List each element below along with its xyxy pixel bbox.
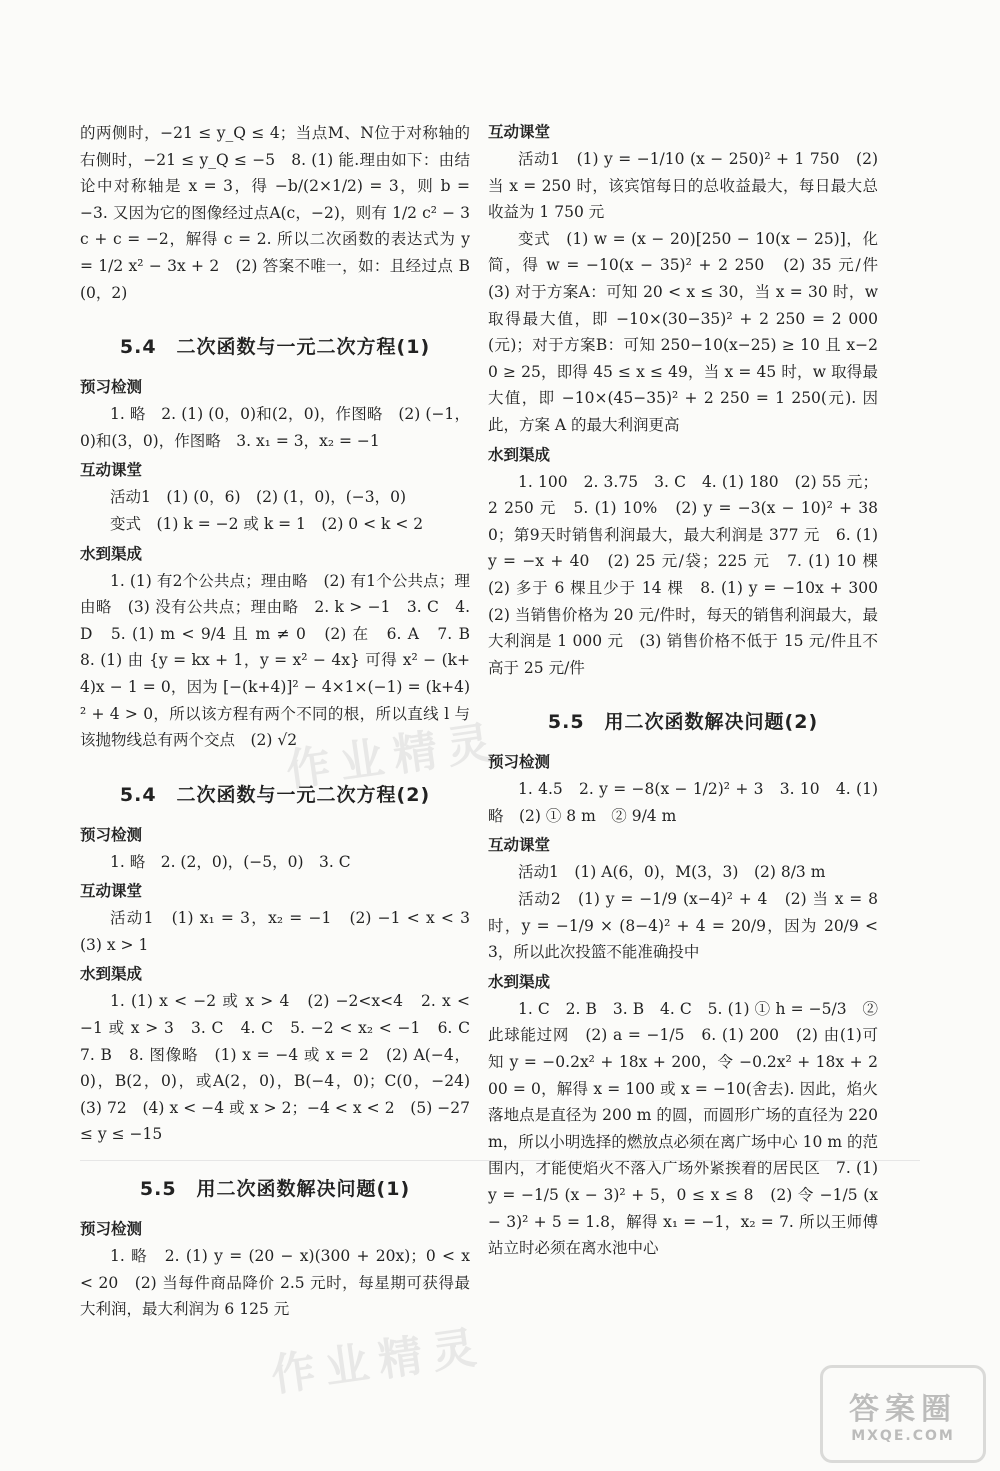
answer-paragraph: 变式 (1) k = −2 或 k = 1 (2) 0 < k < 2: [110, 514, 424, 533]
answer-paragraph: 1. (1) x < −2 或 x > 4 (2) −2<x<4 2. x < −1 或 x > 3 3. C 4. C 5. −2 < x₂ < −1 6. C 7. B 8. 图像略 (1) x = −4 或 x = 2 (2) A(−4，0)，B(2，0)，或A(2，0)，B(−4，0)；C(0，−24) (3) 72 (4) x < −4 或 x > 2；−4 < x < 2 (5) −27 ≤ y ≤ −15: [80, 992, 486, 1144]
answer-paragraph: 1. C 2. B 3. B 4. C 5. (1) ① h = −5/3 ② 此球能过网 (2) a = −1/5 6. (1) 200 (2) 由(1)可知 y = −0.2x² + 18x + 200，令 −0.2x² + 18x + 200 = 0，解得 x = 100 或 x = −10(舍去). 因此，焰火落地点是直径为 200 m 的圆，而圆形广场的直径为 220 m，所以小明选择的燃放点必须在离广场中心 10 m 的范围内，才能使焰火不落入广场外紧挨着的居民区 7. (1) y = −1/5 (x − 3)² + 5，0 ≤ x ≤ 8 (2) 令 −1/5 (x − 3)² + 5 = 1.8，解得 x₁ = −1，x₂ = 7. 所以王师傅站立时必须在离水池中心: [488, 999, 878, 1258]
section-title: 5.4 二次函数与一元二次方程(1): [119, 336, 431, 359]
watermark-text: 作业精灵: [283, 716, 505, 797]
subsection-heading: 水到渠成: [488, 972, 551, 991]
answer-paragraph: 变式 (1) w = (x − 20)[250 − 10(x − 25)]，化简，得 w = −10(x − 35)² + 2 250 (2) 35 元/件 (3) 对于方案A：可知 20 < x ≤ 30，当 x = 30 时，w 取得最大值，即 −10×(30−35)² + 2 250 = 2 000(元)；对于方案B：可知 250−10(x−25) ≥ 10 且 x−20 ≥ 25，即得 45 ≤ x ≤ 49，当 x = 45 时，w 取得最大值，即 −10×(45−35)² + 2 250 = 1 250(元). 因此，方案 A 的最大利润更高: [488, 229, 894, 434]
answer-paragraph: 1. 4.5 2. y = −8(x − 1/2)² + 3 3. 10 4. (1) 略 (2) ① 8 m ② 9/4 m: [488, 780, 878, 825]
right-column: [488, 120, 894, 1262]
answer-paragraph: 1. (1) 有2个公共点；理由略 (2) 有1个公共点；理由略 (3) 没有公共点；理由略 2. k > −1 3. C 4. D 5. (1) m < 9/4 且 m ≠ 0 (2) 在 6. A 7. B 8. (1) 由 {y = kx + 1，y = x² − 4x} 可得 x² − (k+4)x − 1 = 0，因为 [−(k+4)]² − 4×1×(−1) = (k+4)² + 4 > 0，所以该方程有两个不同的根，所以直线 l 与该抛物线总有两个交点 (2) √2: [80, 571, 486, 750]
answer-paragraph: 活动1 (1) y = −1/10 (x − 250)² + 1 750 (2) 当 x = 250 时，该宾馆每日的总收益最大，每日最大总收益为 1 750 元: [488, 150, 878, 222]
subsection-heading: 互动课堂: [80, 461, 143, 480]
answer-paragraph: 1. 略 2. (1) (0，0)和(2，0)，作图略 (2) (−1，0)和(3，0)，作图略 3. x₁ = 3，x₂ = −1: [80, 405, 470, 450]
answer-paragraph: 1. 略 2. (2，0)，(−5，0) 3. C: [110, 852, 351, 871]
subsection-heading: 水到渠成: [80, 544, 143, 563]
section-title: 5.5 用二次函数解决问题(2): [547, 711, 819, 734]
divider: [80, 1160, 920, 1161]
section-title: 5.4 二次函数与一元二次方程(2): [119, 783, 431, 806]
subsection-heading: 互动课堂: [488, 836, 551, 855]
site-logo: [820, 1365, 986, 1463]
watermark-text: 作业精灵: [268, 1321, 490, 1402]
intro-paragraph: 的两侧时，−21 ≤ y_Q ≤ 4；当点M、N位于对称轴的右侧时，−21 ≤ y_Q ≤ −5 8. (1) 能.理由如下：由结论中对称轴是 x = 3，得 −b/(2×1/2) = 3，则 b = −3. 又因为它的图像经过点A(c，−2)，则有 1/2 c² − 3c + c = −2，解得 c = 2. 所以二次函数的表达式为 y = 1/2 x² − 3x + 2 (2) 答案不唯一，如：且经过点 B(0，2): [80, 124, 470, 302]
answer-paragraph: 活动1 (1) A(6，0)，M(3，3) (2) 8/3 m: [518, 863, 826, 882]
subsection-heading: 预习检测: [80, 378, 143, 397]
answer-paragraph: 1. 100 2. 3.75 3. C 4. (1) 180 (2) 55 元；2 250 元 5. (1) 10% (2) y = −3(x − 10)² + 380；第9天时销售利润最大，最大利润是 377 元 6. (1) y = −x + 40 (2) 25 元/袋；225 元 7. (1) 10 棵 (2) 多于 6 棵且少于 14 棵 8. (1) y = −10x + 300 (2) 当销售价格为 20 元/件时，每天的销售利润最大，最大利润是 1 000 元 (3) 销售价格不低于 15 元/件且不高于 25 元/件: [488, 472, 894, 677]
subsection-heading: 水到渠成: [488, 445, 551, 464]
subsection-heading: 预习检测: [80, 825, 143, 844]
page-header: [80, 28, 920, 88]
subsection-heading: 水到渠成: [80, 965, 143, 984]
answer-paragraph: 活动1 (1) x₁ = 3，x₂ = −1 (2) −1 < x < 3 (3) x > 1: [80, 909, 486, 954]
subsection-heading: 互动课堂: [80, 882, 143, 901]
section-title: 5.5 用二次函数解决问题(1): [139, 1178, 411, 1201]
answer-paragraph: 1. 略 2. (1) y = (20 − x)(300 + 20x)；0 < x < 20 (2) 当每件商品降价 2.5 元时，每星期可获得最大利润，最大利润为 6 125 元: [80, 1247, 470, 1319]
answer-paragraph: 活动1 (1) (0，6) (2) (1，0)，(−3，0): [110, 488, 407, 507]
subsection-heading: 预习检测: [488, 753, 551, 772]
answer-paragraph: 活动2 (1) y = −1/9 (x−4)² + 4 (2) 当 x = 8 时，y = −1/9 × (8−4)² + 4 = 20/9，因为 20/9 < 3，所以此次投篮不能准确投中: [488, 890, 878, 962]
logo-mark: 答案圈: [849, 1392, 957, 1427]
logo-url: MXQE.COM: [851, 1428, 955, 1444]
subsection-heading: 预习检测: [80, 1220, 143, 1239]
subsection-heading: 互动课堂: [488, 123, 551, 141]
